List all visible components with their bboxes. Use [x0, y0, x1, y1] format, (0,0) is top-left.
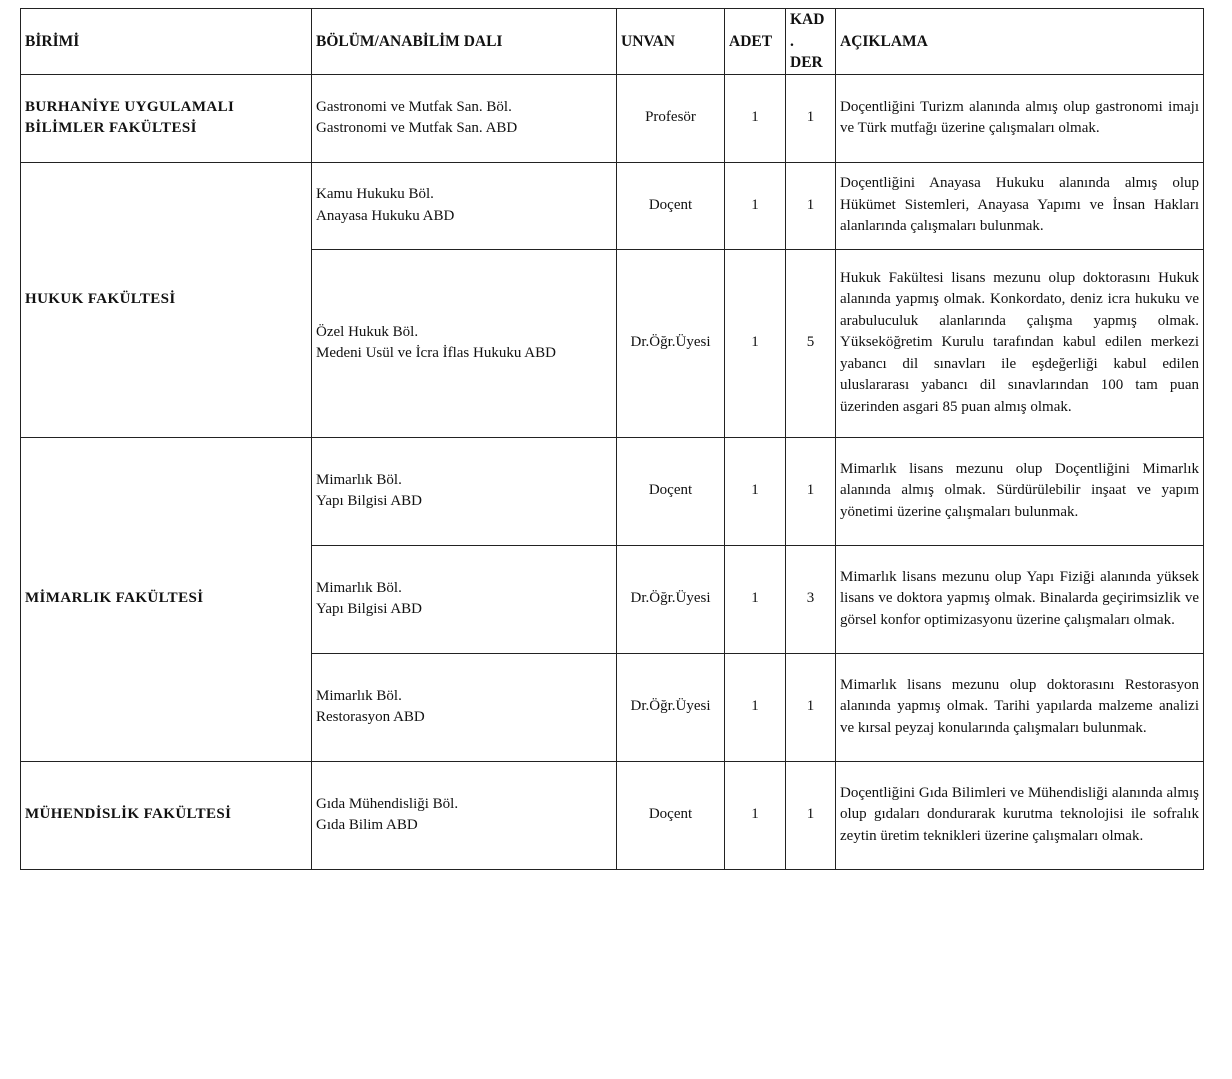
kadro-cell: 3 [786, 545, 836, 653]
count-cell: 1 [725, 761, 786, 869]
title-cell: Doçent [617, 437, 725, 545]
unit-cell: MÜHENDİSLİK FAKÜLTESİ [21, 761, 312, 869]
kadro-cell: 1 [786, 162, 836, 249]
count-cell: 1 [725, 653, 786, 761]
header-department: BÖLÜM/ANABİLİM DALI [312, 9, 617, 75]
title-cell: Profesör [617, 74, 725, 162]
header-count: ADET [725, 9, 786, 75]
department-line: Mimarlık Böl. [316, 471, 402, 488]
kadro-cell: 1 [786, 761, 836, 869]
unit-cell: HUKUK FAKÜLTESİ [21, 162, 312, 437]
table-header-row [21, 9, 1204, 75]
program-line: Gastronomi ve Mutfak San. ABD [316, 120, 518, 136]
description-cell: Mimarlık lisans mezunu olup Doçentliğini Mimarlık alanında almış olmak. Sürdürülebilir inşaat ve yapım yönetimi üzerine çalışmaları bulunmak. [836, 437, 1204, 545]
title-cell: Doçent [617, 162, 725, 249]
department-line: Mimarlık Böl. [316, 687, 402, 704]
count-cell: 1 [725, 437, 786, 545]
header-kadro-line2: . [790, 32, 794, 50]
department-cell [312, 653, 617, 761]
kadro-cell: 5 [786, 249, 836, 437]
table-row [21, 74, 1204, 162]
header-kadro-line1: KAD [790, 11, 825, 28]
department-line: Kamu Hukuku Böl. [316, 186, 434, 202]
header-description: AÇIKLAMA [836, 9, 1204, 75]
kadro-cell: 1 [786, 653, 836, 761]
description-cell: Mimarlık lisans mezunu olup doktorasını Restorasyon alanında yapmış olmak. Tarihi yapılarda malzeme analizi ve kırsal peyzaj konularında çalışmaları bulunmak. [836, 653, 1204, 761]
count-cell: 1 [725, 249, 786, 437]
program-line: Yapı Bilgisi ABD [316, 601, 423, 617]
title-cell: Dr.Öğr.Üyesi [617, 545, 725, 653]
program-line: Anayasa Hukuku ABD [316, 207, 455, 224]
header-unit: BİRİMİ [21, 9, 312, 75]
department-cell [312, 249, 617, 437]
count-cell: 1 [725, 545, 786, 653]
header-kadro-line3: DER [790, 54, 823, 71]
department-cell [312, 761, 617, 869]
staff-positions-table [20, 8, 1204, 870]
department-cell [312, 437, 617, 545]
count-cell: 1 [725, 162, 786, 249]
title-cell: Doçent [617, 761, 725, 869]
kadro-cell: 1 [786, 437, 836, 545]
program-line: Restorasyon ABD [316, 709, 425, 725]
description-cell: Hukuk Fakültesi lisans mezunu olup doktorasını Hukuk alanında yapmış olmak. Konkordato, deniz icra hukuku ve arabuluculuk alanlarında çalışma yapmış olmak. Yükseköğretim Kurulu tarafından kabul edilen merkezi yabancı dil sınavları ile eşdeğerliği kabul edilen uluslararası yabancı dil sınavlarından 100 tam puan üzerinden asgari 85 puan almış olmak. [836, 249, 1204, 437]
program-line: Medeni Usül ve İcra İflas Hukuku ABD [316, 345, 556, 361]
program-line: Gıda Bilim ABD [316, 817, 418, 833]
unit-cell: MİMARLIK FAKÜLTESİ [21, 437, 312, 761]
description-cell: Mimarlık lisans mezunu olup Yapı Fiziği alanında yüksek lisans ve doktora yapmış olmak. Binalarda geçirimsizlik ve görsel konfor optimizasyonu üzerine çalışmaları olmak. [836, 545, 1204, 653]
unit-cell: BURHANİYE UYGULAMALI BİLİMLER FAKÜLTESİ [21, 74, 312, 162]
department-line: Özel Hukuk Böl. [316, 323, 419, 340]
kadro-cell: 1 [786, 74, 836, 162]
table-row [21, 437, 1204, 545]
description-cell: Doçentliğini Gıda Bilimleri ve Mühendisliği alanında almış olup gıdaları dondurarak kurutma teknolojisi ile sofralık zeytin üretim teknikleri üzerine çalışmaları olmak. [836, 761, 1204, 869]
description-cell: Doçentliğini Anayasa Hukuku alanında almış olup Hükümet Sistemleri, Anayasa Yapımı ve İnsan Hakları alanlarında çalışmaları bulunmak. [836, 162, 1204, 249]
department-line: Gastronomi ve Mutfak San. Böl. [316, 98, 512, 115]
table-row [21, 162, 1204, 249]
description-cell: Doçentliğini Turizm alanında almış olup gastronomi imajı ve Türk mutfağı üzerine çalışmaları olmak. [836, 74, 1204, 162]
header-title: UNVAN [617, 9, 725, 75]
header-kadro [786, 9, 836, 75]
title-cell: Dr.Öğr.Üyesi [617, 249, 725, 437]
title-cell: Dr.Öğr.Üyesi [617, 653, 725, 761]
department-line: Gıda Mühendisliği Böl. [316, 795, 459, 812]
program-line: Yapı Bilgisi ABD [316, 493, 423, 509]
department-cell [312, 74, 617, 162]
table-row [21, 761, 1204, 869]
department-cell [312, 545, 617, 653]
department-line: Mimarlık Böl. [316, 579, 402, 596]
department-cell [312, 162, 617, 249]
count-cell: 1 [725, 74, 786, 162]
